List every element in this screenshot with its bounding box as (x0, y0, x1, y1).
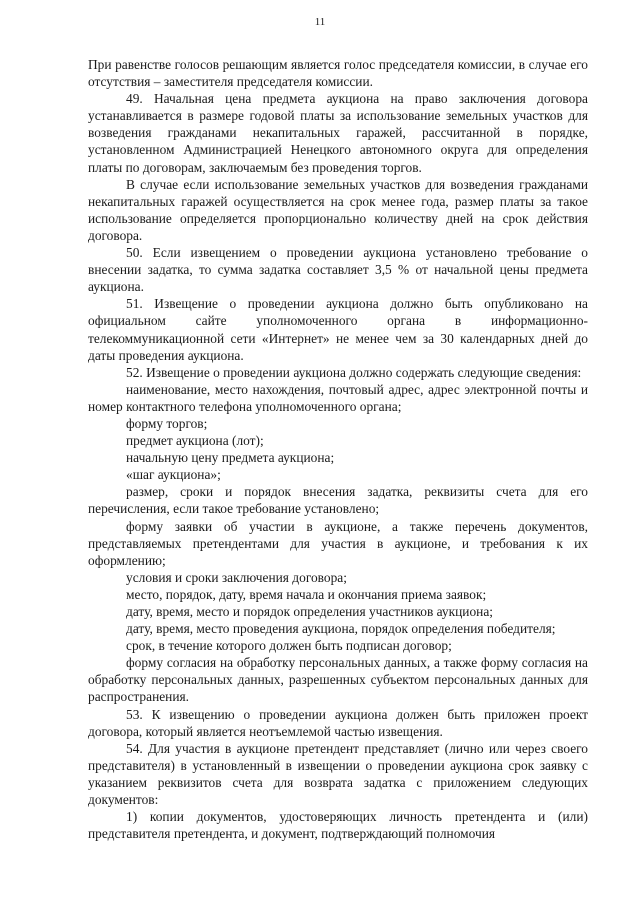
list-item: срок, в течение которого должен быть подписан договор; (126, 638, 452, 654)
list-item: форму заявки об участии в аукционе, а также перечень документов, представляемых претендентами для участия в аукционе, и требования к их оформлению; (88, 518, 588, 568)
list-item: предмет аукциона (лот); (126, 433, 264, 449)
paragraph-item-53: 53. К извещению о проведении аукциона должен быть приложен проект договора, который является неотъемлемой частью извещения. (88, 706, 588, 739)
list-item: начальную цену предмета аукциона; (126, 450, 335, 466)
list-item: дату, время, место и порядок определения участников аукциона; (126, 604, 493, 619)
paragraph-subitem-1: 1) копии документов, удостоверяющих личность претендента и (или) представителя претендента, и документ, подтверждающий полномочия (88, 809, 588, 842)
list-item: условия и сроки заключения договора; (126, 569, 347, 585)
list-item: наименование, место нахождения, почтовый адрес, адрес электронной почты и номер контактного телефона уполномоченного органа; (88, 381, 588, 414)
list-item: форму согласия на обработку персональных данных, а также форму согласия на обработку персональных данных, разрешенных субъектом персональных данных для распространения. (88, 655, 588, 705)
list-item: размер, сроки и порядок внесения задатка, реквизиты счета для его перечисления, если такое требование установлено; (88, 484, 588, 517)
paragraph-item-50: 50. Если извещением о проведении аукциона установлено требование о внесении задатка, то сумма задатка составляет 3,5 % от начальной цены предмета аукциона. (88, 245, 588, 295)
list-item: «шаг аукциона»; (126, 467, 221, 483)
document-body (88, 56, 588, 842)
page-number: 11 (314, 16, 326, 28)
paragraph: При равенстве голосов решающим является голос председателя комиссии, в случае его отсутствия – заместителя председателя комиссии. (88, 57, 588, 90)
list-item: дату, время, место проведения аукциона, порядок определения победителя; (126, 621, 556, 637)
list-item: форму торгов; (126, 415, 208, 431)
paragraph-item-54: 54. Для участия в аукционе претендент представляет (лично или через своего представителя) в установленный в извещении о проведении аукциона срок заявку с указанием реквизитов счета для возврата задатка с приложением следующих документов: (88, 740, 588, 808)
paragraph-item-52: 52. Извещение о проведении аукциона должно содержать следующие сведения: (126, 364, 582, 380)
paragraph-item-49: 49. Начальная цена предмета аукциона на право заключения договора устанавливается в размере годовой платы за использование земельных участков для возведения гражданами некапитальных гаражей, рассчитанной в порядке, установленном Администрацией Ненецкого автономного округа для определения платы по договорам, заключаемым без проведения торгов. (88, 91, 588, 175)
paragraph: В случае если использование земельных участков для возведения гражданами некапитальных гаражей осуществляется на срок менее года, размер платы за такое использование определяется пропорционально количеству дней на срок действия договора. (88, 176, 588, 243)
list-item: место, порядок, дату, время начала и окончания приема заявок; (126, 586, 487, 602)
paragraph-item-51: 51. Извещение о проведении аукциона должно быть опубликовано на официальном сайте уполномоченного органа в информационно-телекоммуникационной сети «Интернет» не менее чем за 30 календарных дней до даты проведения аукциона. (88, 296, 588, 363)
